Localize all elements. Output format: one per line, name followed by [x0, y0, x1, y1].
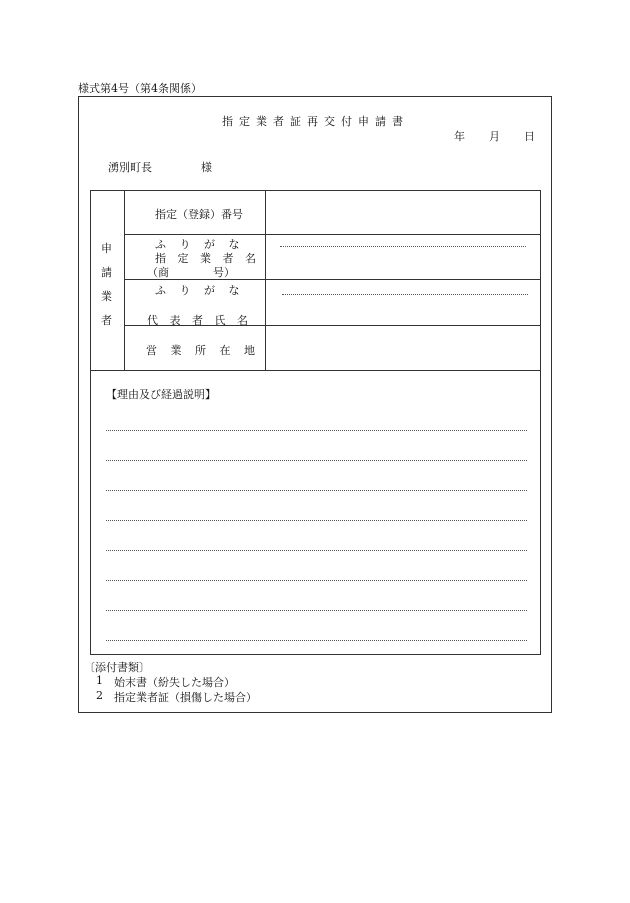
addressee-name: 湧別町長 [108, 161, 152, 174]
company-furigana-field[interactable] [280, 246, 526, 247]
company-name-label: 指 定 業 者 名 [155, 252, 260, 265]
form-title: 指定業者証再交付申請書 [222, 115, 409, 128]
reason-line-2[interactable] [106, 460, 527, 461]
rep-furigana-label: ふ り が な [155, 284, 245, 297]
reason-line-3[interactable] [106, 490, 527, 491]
date-day: 日 [524, 130, 535, 143]
section-label-char-4: 者 [101, 314, 112, 327]
office-address-label: 営 業 所 在 地 [146, 344, 260, 357]
addressee-honorific: 様 [201, 161, 212, 174]
attachment-item-1-num: 1 [96, 674, 103, 687]
rep-furigana-field[interactable] [282, 294, 528, 295]
section-label-char-3: 業 [101, 290, 112, 303]
col-divider-1 [124, 190, 125, 370]
section-label-char-1: 申 [101, 242, 112, 255]
reason-line-8[interactable] [106, 640, 527, 641]
row-divider-1 [124, 234, 541, 235]
col-divider-2 [265, 190, 266, 370]
attachments-heading: 〔添付書類〕 [84, 661, 150, 674]
registration-number-label: 指定（登録）番号 [155, 208, 243, 221]
attachment-item-1-text: 始末書（紛失した場合） [114, 676, 235, 689]
section-label-char-2: 請 [101, 266, 112, 279]
reason-line-4[interactable] [106, 520, 527, 521]
form-label: 様式第4号（第4条関係） [78, 82, 202, 95]
reason-line-6[interactable] [106, 580, 527, 581]
attachment-item-2-text: 指定業者証（損傷した場合） [114, 691, 257, 704]
reason-heading: 【理由及び経過説明】 [106, 388, 216, 401]
reason-line-7[interactable] [106, 610, 527, 611]
company-name-sub-label: （商 号） [147, 266, 235, 279]
attachment-item-2-num: 2 [96, 689, 103, 702]
reason-line-5[interactable] [106, 550, 527, 551]
date-year: 年 [454, 130, 465, 143]
company-furigana-label: ふ り が な [155, 238, 245, 251]
reason-line-1[interactable] [106, 430, 527, 431]
date-month: 月 [489, 130, 500, 143]
rep-name-label: 代 表 者 氏 名 [147, 314, 252, 327]
row-divider-4 [90, 370, 541, 371]
